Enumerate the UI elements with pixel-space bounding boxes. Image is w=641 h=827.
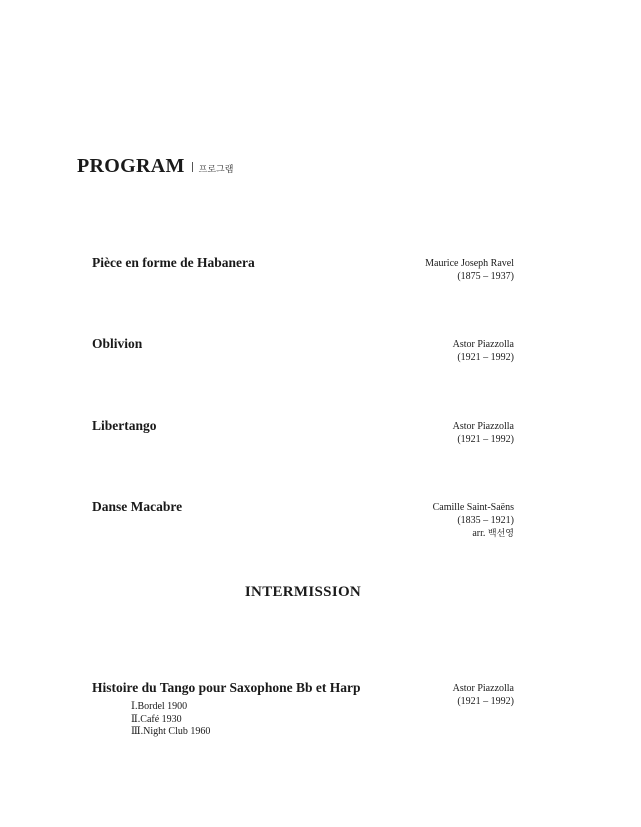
- composer-years: (1835 – 1921): [457, 515, 514, 526]
- arranger-line: [433, 527, 514, 541]
- composer-name: Maurice Joseph Ravel: [425, 258, 514, 269]
- composer-years: (1875 – 1937): [457, 271, 514, 282]
- composer-info: [433, 501, 514, 541]
- piece-title: Danse Macabre: [92, 499, 183, 514]
- program-subtitle-korean: 프로그램: [198, 165, 234, 175]
- arranger-name: 백선영: [487, 529, 514, 539]
- arranger-prefix: arr.: [472, 528, 486, 539]
- program-item-habanera: [92, 255, 514, 282]
- composer-info: [453, 420, 514, 446]
- piece-title: Histoire du Tango pour Saxophone Bb et Harp: [92, 680, 361, 695]
- composer-info: [453, 338, 514, 364]
- piece-title: Pièce en forme de Habanera: [92, 255, 255, 270]
- composer-info: [453, 682, 514, 708]
- composer-years: (1921 – 1992): [457, 434, 514, 445]
- composer-info: [425, 257, 514, 283]
- piece-title: Libertango: [92, 418, 157, 433]
- movement-item: Ⅰ.Bordel 1900: [131, 701, 188, 712]
- program-item-libertango: [92, 418, 514, 445]
- program-title: PROGRAM: [77, 155, 185, 177]
- program-item-oblivion: [92, 336, 514, 363]
- intermission-heading: INTERMISSION: [244, 584, 362, 600]
- program-header: [77, 155, 233, 178]
- composer-name: Astor Piazzolla: [452, 421, 514, 432]
- composer-years: (1921 – 1992): [457, 696, 514, 707]
- composer-name: Camille Saint-Saëns: [432, 502, 514, 513]
- composer-years: (1921 – 1992): [457, 352, 514, 363]
- movement-list: [92, 701, 514, 739]
- composer-name: Astor Piazzolla: [452, 339, 514, 350]
- piece-title: Oblivion: [92, 336, 143, 351]
- composer-name: Astor Piazzolla: [452, 683, 514, 694]
- movement-item: Ⅱ.Café 1930: [131, 713, 182, 725]
- program-item-danse-macabre: [92, 499, 514, 539]
- movement-item: Ⅲ.Night Club 1960: [131, 726, 211, 737]
- program-item-histoire-du-tango: [92, 680, 514, 739]
- header-divider: [192, 162, 193, 172]
